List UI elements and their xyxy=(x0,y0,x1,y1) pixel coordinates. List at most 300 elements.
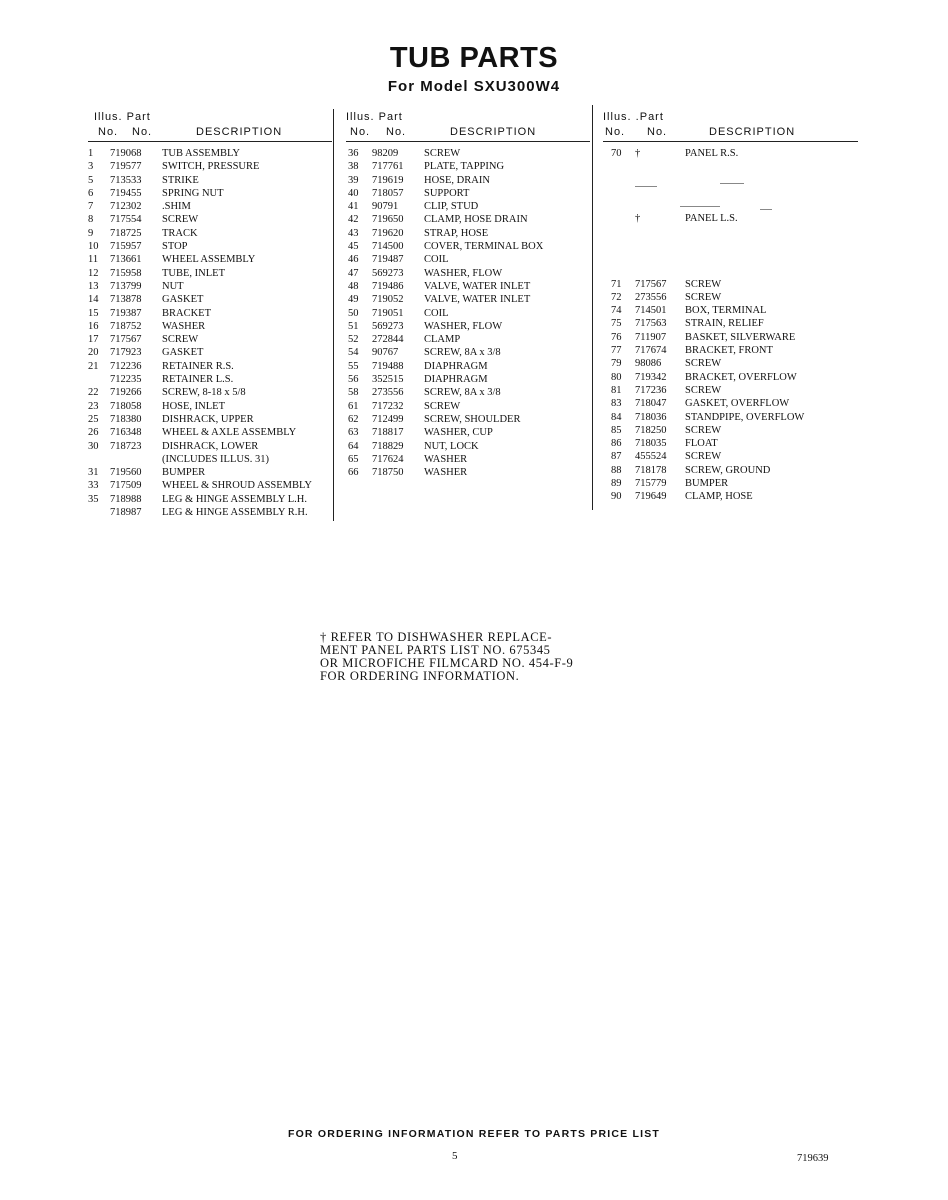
description: VALVE, WATER INLET xyxy=(424,294,531,306)
description: VALVE, WATER INLET xyxy=(424,280,531,292)
illus-no: 88 xyxy=(611,464,622,476)
part-no: 569273 xyxy=(372,267,404,279)
parts-row xyxy=(603,384,858,397)
part-no: 717554 xyxy=(110,214,142,226)
parts-row xyxy=(346,200,590,213)
illus-no: 43 xyxy=(348,227,359,239)
parts-row xyxy=(88,506,332,519)
description: DISHRACK, LOWER xyxy=(162,440,259,452)
parts-row xyxy=(346,240,590,253)
illus-no: 66 xyxy=(348,467,359,479)
illus-no: 26 xyxy=(88,427,99,439)
illus-no: 48 xyxy=(348,280,359,292)
parts-row xyxy=(88,333,332,346)
illus-no: 30 xyxy=(88,440,99,452)
description: BRACKET, OVERFLOW xyxy=(685,371,797,383)
footnote-line: MENT PANEL PARTS LIST NO. 675345 xyxy=(320,643,551,657)
description: RETAINER R.S. xyxy=(162,360,234,372)
header-no: No. xyxy=(350,126,371,138)
parts-row xyxy=(346,280,590,293)
part-no: 712236 xyxy=(110,360,142,372)
header-no: No. xyxy=(98,126,119,138)
description: STRAP, HOSE xyxy=(424,227,489,239)
part-no: 712235 xyxy=(110,374,142,386)
part-no: 718817 xyxy=(372,427,404,439)
parts-row xyxy=(88,280,332,293)
description: BRACKET, FRONT xyxy=(685,345,773,357)
illus-no: 41 xyxy=(348,201,359,213)
part-no: 718178 xyxy=(635,464,667,476)
illus-no: 42 xyxy=(348,214,359,226)
part-no: 98086 xyxy=(635,358,662,370)
part-no: 718987 xyxy=(110,507,142,519)
footnote-line: OR MICROFICHE FILMCARD NO. 454-F-9 xyxy=(320,656,574,670)
illus-no: 55 xyxy=(348,360,359,372)
part-no: 717563 xyxy=(635,318,667,330)
description: SCREW xyxy=(685,451,722,463)
illus-no: 16 xyxy=(88,320,99,332)
part-no: 719455 xyxy=(110,187,142,199)
part-no: 717236 xyxy=(635,384,667,396)
description: SCREW, GROUND xyxy=(685,464,771,476)
part-no: 717923 xyxy=(110,347,142,359)
description: COIL xyxy=(424,307,449,319)
part-no: 90791 xyxy=(372,201,399,213)
parts-row xyxy=(346,440,590,453)
illus-no: 21 xyxy=(88,360,99,372)
scan-artifact xyxy=(680,206,720,207)
parts-row xyxy=(88,346,332,359)
header-part-no: No. xyxy=(132,126,153,138)
description: FLOAT xyxy=(685,438,718,450)
column-divider xyxy=(333,109,334,521)
description: PANEL L.S. xyxy=(685,213,738,225)
description: CLAMP xyxy=(424,334,461,346)
parts-list xyxy=(346,141,590,479)
illus-no: 77 xyxy=(611,345,622,357)
description: WHEEL & AXLE ASSEMBLY xyxy=(162,427,297,439)
parts-row xyxy=(88,213,332,226)
parts-row xyxy=(603,437,858,450)
illus-no: 75 xyxy=(611,318,622,330)
parts-row xyxy=(88,187,332,200)
part-no: 717674 xyxy=(635,345,667,357)
blank-gap xyxy=(603,226,858,278)
part-no: 719052 xyxy=(372,294,404,306)
illus-no: 56 xyxy=(348,374,359,386)
parts-row xyxy=(88,253,332,266)
illus-no: 9 xyxy=(88,227,94,239)
description: STRAIN, RELIEF xyxy=(685,318,764,330)
part-no: 711907 xyxy=(635,331,667,343)
illus-no: 40 xyxy=(348,187,359,199)
part-no: 718380 xyxy=(110,413,142,425)
part-no: 273556 xyxy=(372,387,404,399)
part-no: 719650 xyxy=(372,214,404,226)
parts-column-1 xyxy=(88,109,332,519)
illus-no: 63 xyxy=(348,427,359,439)
description: DIAPHRAGM xyxy=(424,360,488,372)
footnote xyxy=(320,631,620,683)
description: GASKET, OVERFLOW xyxy=(685,398,790,410)
part-no: 719577 xyxy=(110,161,142,173)
description: WASHER, CUP xyxy=(424,427,493,439)
illus-no: 1 xyxy=(88,148,94,159)
description: SCREW, SHOULDER xyxy=(424,413,521,425)
description: WHEEL ASSEMBLY xyxy=(162,254,256,266)
description: TUB ASSEMBLY xyxy=(162,148,241,159)
parts-row xyxy=(346,147,590,160)
part-no: 712499 xyxy=(372,413,404,425)
description: WASHER, FLOW xyxy=(424,320,503,332)
description: CLIP, STUD xyxy=(424,201,479,213)
description: SCREW xyxy=(685,384,722,396)
description: STRIKE xyxy=(162,174,199,186)
parts-row xyxy=(603,424,858,437)
parts-row xyxy=(346,413,590,426)
parts-row xyxy=(88,479,332,492)
parts-row xyxy=(603,331,858,344)
description: WASHER, FLOW xyxy=(424,267,503,279)
illus-no: 64 xyxy=(348,440,359,452)
parts-row xyxy=(346,453,590,466)
parts-row xyxy=(603,371,858,384)
illus-no: 14 xyxy=(88,294,99,306)
parts-row xyxy=(88,267,332,280)
illus-no: 54 xyxy=(348,347,359,359)
illus-no: 6 xyxy=(88,187,94,199)
header-description: DESCRIPTION xyxy=(450,126,537,138)
part-no: 719387 xyxy=(110,307,142,319)
parts-row xyxy=(346,426,590,439)
parts-row xyxy=(88,174,332,187)
parts-row xyxy=(603,357,858,370)
illus-no: 38 xyxy=(348,161,359,173)
part-no: 718752 xyxy=(110,320,142,332)
part-no: 719488 xyxy=(372,360,404,372)
parts-row xyxy=(603,490,858,503)
illus-no: 17 xyxy=(88,334,99,346)
parts-row xyxy=(603,344,858,357)
description: SUPPORT xyxy=(424,187,470,199)
illus-no: 15 xyxy=(88,307,99,319)
page-title: TUB PARTS xyxy=(389,42,559,74)
part-no: 719068 xyxy=(110,148,142,159)
description: WASHER xyxy=(162,320,206,332)
parts-row xyxy=(88,426,332,439)
description: TUBE, INLET xyxy=(162,267,225,279)
parts-row xyxy=(88,413,332,426)
illus-no: 12 xyxy=(88,267,99,279)
parts-row xyxy=(603,147,858,160)
part-no: 715779 xyxy=(635,478,667,490)
part-no: 352515 xyxy=(372,374,404,386)
parts-row xyxy=(603,304,858,317)
column-header xyxy=(603,109,858,141)
part-no: 719342 xyxy=(635,371,667,383)
description: SCREW, 8A x 3/8 xyxy=(424,387,501,399)
parts-column-2 xyxy=(346,109,590,479)
illus-no: 89 xyxy=(611,478,622,490)
scan-artifact xyxy=(720,183,744,184)
description: STANDPIPE, OVERFLOW xyxy=(685,411,805,423)
part-no: 719620 xyxy=(372,227,404,239)
part-no: 718988 xyxy=(110,493,142,505)
illus-no: 87 xyxy=(611,451,622,463)
parts-row xyxy=(88,160,332,173)
illus-no: 71 xyxy=(611,278,622,290)
description: PLATE, TAPPING xyxy=(424,161,505,173)
part-no: 718829 xyxy=(372,440,404,452)
parts-row xyxy=(88,360,332,373)
column-header xyxy=(88,109,332,141)
part-no: 718047 xyxy=(635,398,667,410)
description: BOX, TERMINAL xyxy=(685,305,767,317)
description: SWITCH, PRESSURE xyxy=(162,161,260,173)
description: NUT xyxy=(162,280,184,292)
description: NUT, LOCK xyxy=(424,440,479,452)
parts-row xyxy=(88,200,332,213)
scan-artifact xyxy=(635,186,657,187)
part-no: † xyxy=(635,213,641,225)
description: BASKET, SILVERWARE xyxy=(685,331,796,343)
parts-row xyxy=(346,293,590,306)
part-no: 719051 xyxy=(372,307,404,319)
header-illus-part: Illus. Part xyxy=(94,111,151,123)
illus-no: 33 xyxy=(88,480,99,492)
description: COVER, TERMINAL BOX xyxy=(424,241,544,253)
parts-row xyxy=(603,212,858,225)
part-no: 718750 xyxy=(372,467,404,479)
part-no: 719619 xyxy=(372,174,404,186)
part-no: 718723 xyxy=(110,440,142,452)
description: WASHER xyxy=(424,467,468,479)
parts-row xyxy=(603,291,858,304)
part-no: † xyxy=(635,148,641,159)
description: WASHER xyxy=(424,453,468,465)
part-no: 273556 xyxy=(635,291,667,303)
scan-artifact xyxy=(760,209,772,210)
description: SCREW xyxy=(162,334,199,346)
part-no: 718725 xyxy=(110,227,142,239)
part-no: 719649 xyxy=(635,491,667,503)
illus-no: 70 xyxy=(611,148,622,159)
illus-no: 52 xyxy=(348,334,359,346)
parts-row xyxy=(346,386,590,399)
illus-no: 39 xyxy=(348,174,359,186)
parts-row xyxy=(88,227,332,240)
illus-no: 23 xyxy=(88,400,99,412)
description: SCREW xyxy=(685,291,722,303)
parts-row xyxy=(346,360,590,373)
illus-no: 79 xyxy=(611,358,622,370)
description: BUMPER xyxy=(162,467,206,479)
illus-no: 81 xyxy=(611,384,622,396)
part-no: 714500 xyxy=(372,241,404,253)
illus-no: 90 xyxy=(611,491,622,503)
illus-no: 61 xyxy=(348,400,359,412)
illus-no: 5 xyxy=(88,174,94,186)
description: LEG & HINGE ASSEMBLY L.H. xyxy=(162,493,307,505)
parts-row xyxy=(88,386,332,399)
column-header xyxy=(346,109,590,141)
illus-no: 11 xyxy=(88,254,99,266)
part-no: 718057 xyxy=(372,187,404,199)
page-number: 5 xyxy=(452,1150,458,1162)
description: RETAINER L.S. xyxy=(162,374,234,386)
illus-no: 76 xyxy=(611,331,622,343)
footnote-line: † REFER TO DISHWASHER REPLACE- xyxy=(320,630,553,644)
parts-row xyxy=(88,293,332,306)
description: SCREW xyxy=(685,424,722,436)
description: TRACK xyxy=(162,227,198,239)
part-no: 717567 xyxy=(635,278,667,290)
parts-row xyxy=(603,278,858,291)
parts-row xyxy=(88,307,332,320)
parts-row xyxy=(88,453,332,466)
footnote-line: FOR ORDERING INFORMATION. xyxy=(320,669,520,683)
illus-no: 80 xyxy=(611,371,622,383)
description: GASKET xyxy=(162,294,204,306)
header-illus-part: Illus. Part xyxy=(346,111,403,123)
description: CLAMP, HOSE xyxy=(685,491,753,503)
part-no: 455524 xyxy=(635,451,667,463)
description: SPRING NUT xyxy=(162,187,224,199)
parts-row xyxy=(603,477,858,490)
header-illus-part: Illus. .Part xyxy=(603,111,664,123)
header-no: No. xyxy=(605,126,626,138)
part-no: 719487 xyxy=(372,254,404,266)
parts-row xyxy=(346,160,590,173)
illus-no: 72 xyxy=(611,291,622,303)
header-part-no: No. xyxy=(647,126,668,138)
parts-row xyxy=(603,464,858,477)
header-description: DESCRIPTION xyxy=(196,126,283,138)
part-no: 272844 xyxy=(372,334,404,346)
part-no: 713533 xyxy=(110,174,142,186)
part-no: 712302 xyxy=(110,201,142,213)
parts-row xyxy=(88,493,332,506)
part-no: 718058 xyxy=(110,400,142,412)
description: DISHRACK, UPPER xyxy=(162,413,254,425)
description: (INCLUDES ILLUS. 31) xyxy=(162,453,270,465)
parts-row xyxy=(346,320,590,333)
part-no: 718035 xyxy=(635,438,667,450)
illus-no: 58 xyxy=(348,387,359,399)
description: .SHIM xyxy=(162,201,191,213)
description: BUMPER xyxy=(685,478,729,490)
parts-row xyxy=(603,397,858,410)
description: SCREW xyxy=(424,148,461,159)
description: PANEL R.S. xyxy=(685,148,739,159)
parts-row xyxy=(88,400,332,413)
description: SCREW, 8-18 x 5/8 xyxy=(162,387,246,399)
description: SCREW, 8A x 3/8 xyxy=(424,347,501,359)
description: HOSE, DRAIN xyxy=(424,174,490,186)
illus-no: 45 xyxy=(348,241,359,253)
illus-no: 10 xyxy=(88,241,99,253)
illus-no: 74 xyxy=(611,305,622,317)
illus-no: 84 xyxy=(611,411,622,423)
illus-no: 3 xyxy=(88,161,94,173)
description: STOP xyxy=(162,241,188,253)
parts-row xyxy=(603,411,858,424)
part-no: 717761 xyxy=(372,161,404,173)
header-part-no: No. xyxy=(386,126,407,138)
part-no: 569273 xyxy=(372,320,404,332)
part-no: 717624 xyxy=(372,453,404,465)
parts-list xyxy=(88,141,332,519)
parts-row xyxy=(88,240,332,253)
parts-row xyxy=(603,317,858,330)
illus-no: 36 xyxy=(348,148,359,159)
part-no: 718250 xyxy=(635,424,667,436)
illus-no: 20 xyxy=(88,347,99,359)
part-no: 716348 xyxy=(110,427,142,439)
header-description: DESCRIPTION xyxy=(709,126,796,138)
parts-row xyxy=(346,333,590,346)
illus-no: 86 xyxy=(611,438,622,450)
illus-no: 7 xyxy=(88,201,94,213)
illus-no: 25 xyxy=(88,413,99,425)
parts-row xyxy=(346,213,590,226)
part-no: 90767 xyxy=(372,347,399,359)
illus-no: 22 xyxy=(88,387,99,399)
illus-no: 13 xyxy=(88,280,99,292)
parts-row xyxy=(346,227,590,240)
parts-row xyxy=(346,466,590,479)
illus-no: 65 xyxy=(348,453,359,465)
parts-row xyxy=(346,346,590,359)
illus-no: 47 xyxy=(348,267,359,279)
parts-row xyxy=(88,440,332,453)
description: CLAMP, HOSE DRAIN xyxy=(424,214,528,226)
parts-row xyxy=(346,253,590,266)
part-no: 719266 xyxy=(110,387,142,399)
part-no: 717567 xyxy=(110,334,142,346)
parts-column-3 xyxy=(603,109,858,504)
parts-row xyxy=(346,400,590,413)
illus-no: 62 xyxy=(348,413,359,425)
illus-no: 83 xyxy=(611,398,622,410)
parts-row xyxy=(346,373,590,386)
part-no: 717509 xyxy=(110,480,142,492)
illus-no: 35 xyxy=(88,493,99,505)
description: WHEEL & SHROUD ASSEMBLY xyxy=(162,480,312,492)
description: LEG & HINGE ASSEMBLY R.H. xyxy=(162,507,308,519)
illus-no: 49 xyxy=(348,294,359,306)
part-no: 718036 xyxy=(635,411,667,423)
part-no: 717232 xyxy=(372,400,404,412)
description: COIL xyxy=(424,254,449,266)
description: SCREW xyxy=(685,358,722,370)
illus-no: 31 xyxy=(88,467,99,479)
part-no: 713878 xyxy=(110,294,142,306)
illus-no: 85 xyxy=(611,424,622,436)
ordering-footer: FOR ORDERING INFORMATION REFER TO PARTS PRICE LIST xyxy=(287,1128,661,1140)
part-no: 719560 xyxy=(110,467,142,479)
description: SCREW xyxy=(424,400,461,412)
illus-no: 50 xyxy=(348,307,359,319)
model-subtitle: For Model SXU300W4 xyxy=(387,78,561,95)
illus-no: 51 xyxy=(348,320,359,332)
parts-row xyxy=(88,147,332,160)
part-no: 715958 xyxy=(110,267,142,279)
parts-row xyxy=(346,267,590,280)
part-no: 714501 xyxy=(635,305,667,317)
part-no: 713799 xyxy=(110,280,142,292)
part-no: 713661 xyxy=(110,254,142,266)
